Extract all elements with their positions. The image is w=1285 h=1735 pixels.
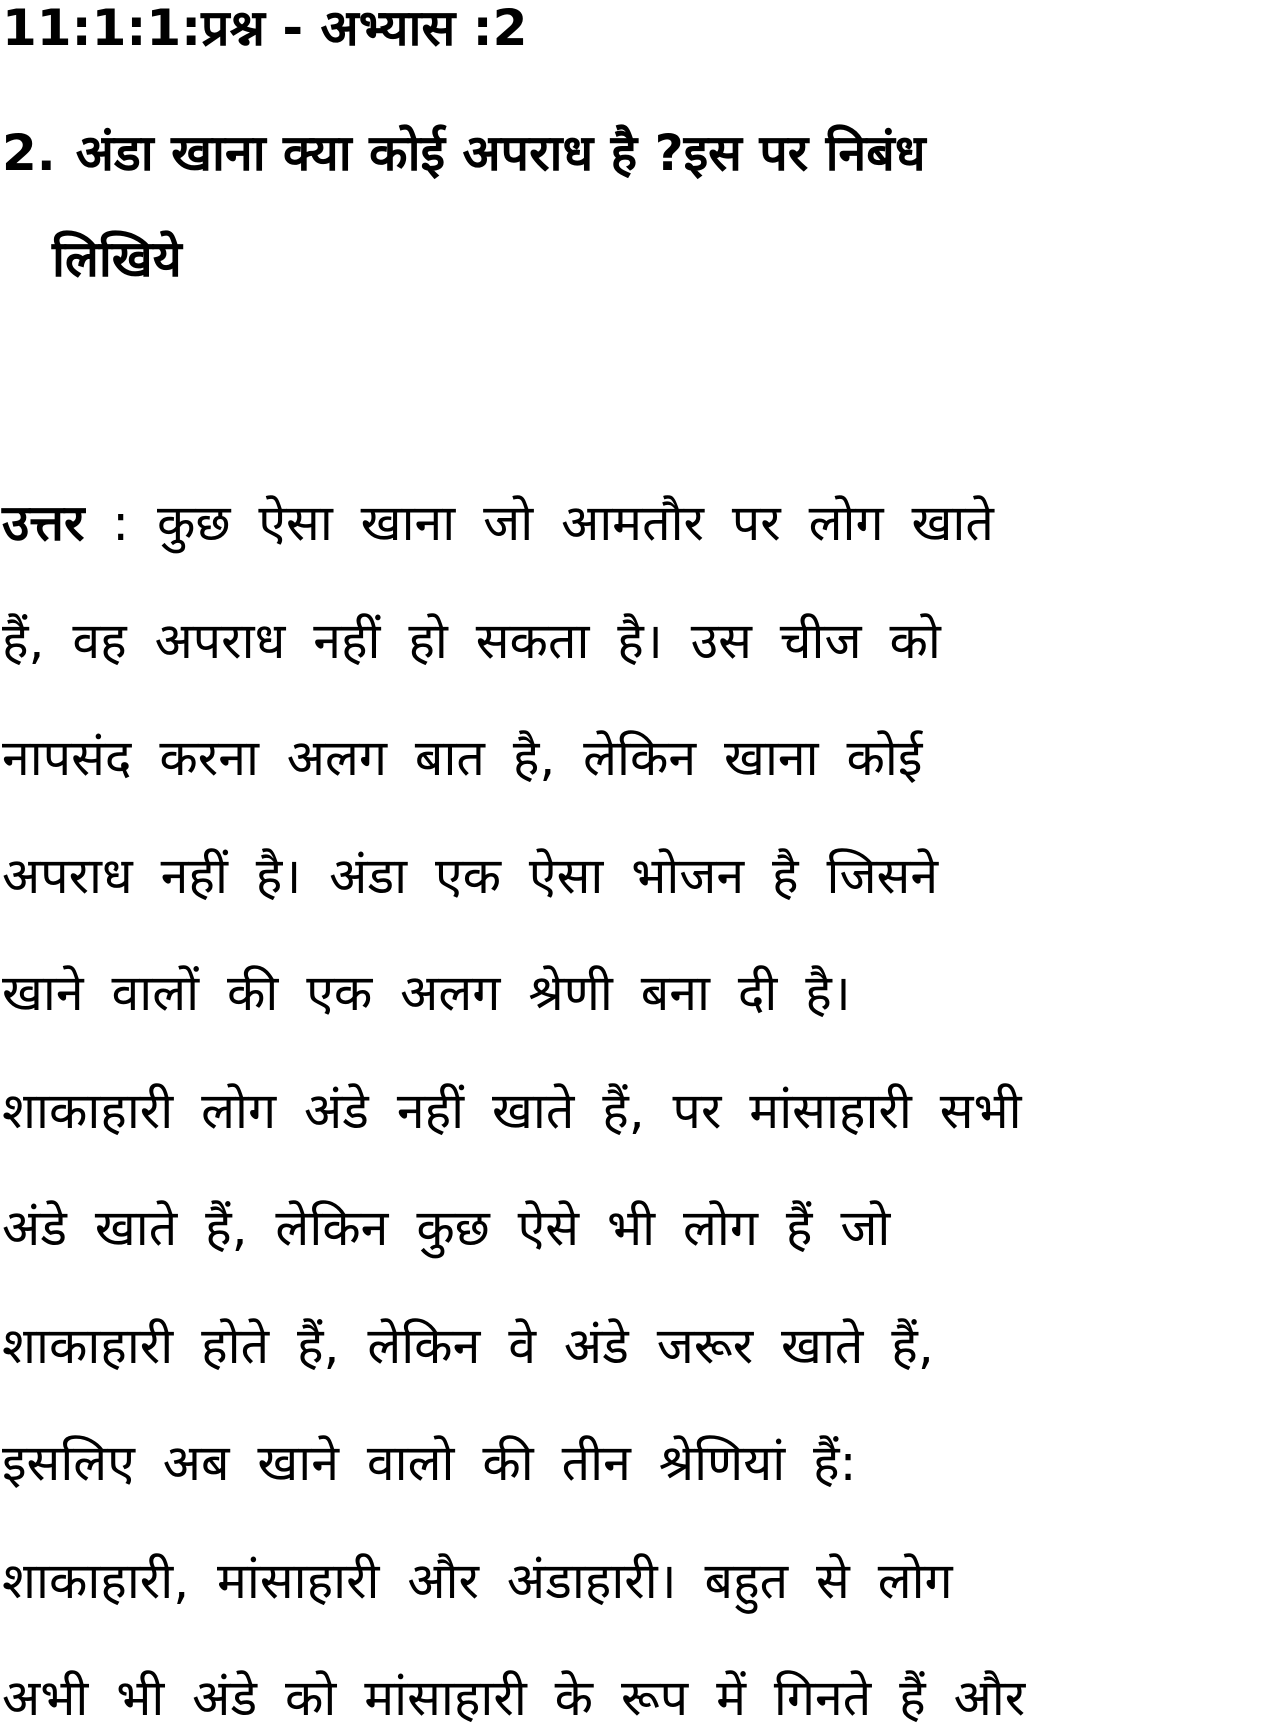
answer-line: हैं, वह अपराध नहीं हो सकता है। उस चीज को [2, 611, 941, 670]
answer-line: अंडे खाते हैं, लेकिन कुछ ऐसे भी लोग हैं जो [2, 1199, 891, 1257]
answer-line-text: : कुछ ऐसा खाना जो आमतौर पर लोग खाते [84, 494, 994, 552]
answer-line: खाने वालों की एक अलग श्रेणी बना दी है। [2, 964, 851, 1022]
question-line-1 [2, 118, 1272, 188]
answer-line: इसलिए अब खाने वालो की तीन श्रेणियां हैं: [2, 1434, 857, 1492]
question-text: अंडा खाना क्या कोई अपराध है ?इस पर निबंध [75, 124, 926, 182]
exercise-heading: 11:1:1:प्रश्न - अभ्यास :2 [2, 0, 528, 57]
answer-line: शाकाहारी, मांसाहारी और अंडाहारी। बहुत से लोग [2, 1551, 953, 1610]
question-line-2: लिखिये [52, 230, 182, 288]
answer-line: शाकाहारी लोग अंडे नहीं खाते हैं, पर मांसाहारी सभी [2, 1081, 1022, 1140]
answer-line: शाकाहारी होते हैं, लेकिन वे अंडे जरूर खाते हैं, [2, 1316, 934, 1375]
question-number: 2. [2, 124, 56, 182]
answer-line: अपराध नहीं है। अंडा एक ऐसा भोजन है जिसने [2, 846, 939, 905]
answer-block [2, 488, 1272, 1735]
answer-label: उत्तर [2, 494, 85, 552]
answer-line: अभी भी अंडे को मांसाहारी के रूप में गिनते हैं और [2, 1669, 1026, 1727]
question-block [2, 118, 1272, 294]
answer-line: नापसंद करना अलग बात है, लेकिन खाना कोई [2, 729, 923, 787]
answer-line [2, 488, 1272, 606]
